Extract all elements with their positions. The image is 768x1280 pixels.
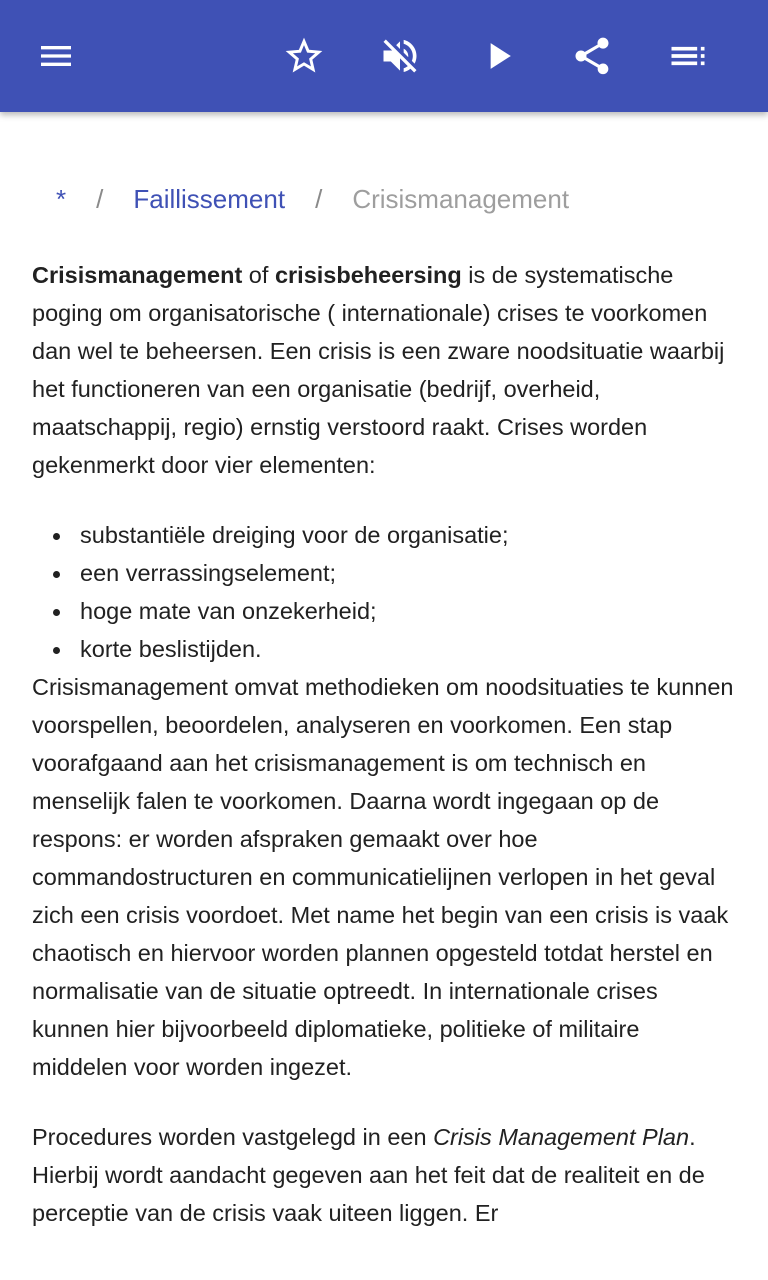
article-body <box>32 256 736 1232</box>
paragraph-methods: Crisismanagement omvat methodieken om noodsituaties te kunnen voorspellen, beoordelen, analyseren en voorkomen. Een stap voorafgaand aan het crisismanagement is om technisch en menselijk falen te voorkomen. Daarna wordt ingegaan op de respons: er worden afspraken gemaakt over hoe commandostructuren en communicatielijnen verlopen in het geval zich een crisis voordoet. Met name het begin van een crisis is vaak chaotisch en hiervoor worden plannen opgesteld totdat herstel en normalisatie van de situatie optreedt. In internationale crises kunnen hier bijvoorbeeld diplomatieke, politieke of militaire middelen voor worden ingezet. <box>32 674 734 1080</box>
list-item: korte beslistijden. <box>32 630 736 668</box>
breadcrumb <box>56 182 569 216</box>
crisis-management-plan-term: Crisis Management Plan <box>433 1124 690 1150</box>
breadcrumb-current: Crisismanagement <box>352 184 570 214</box>
favorite-button[interactable] <box>276 28 332 84</box>
intro-alt-term: crisisbeheersing <box>274 262 462 288</box>
content-area <box>0 112 768 1280</box>
play-button[interactable] <box>470 28 526 84</box>
intro-rest: is de systematische poging om organisatorische ( internationale) crises te voorkomen dan wel te beheersen. Een crisis is een zware noodsituatie waarbij het functioneren van een organisatie (bedrijf, overheid, maatschappij, regio) ernstig verstoord raakt. Crises worden gekenmerkt door vier elementen: <box>32 262 725 478</box>
paragraph3-rest: . Hierbij wordt aandacht gegeven aan het feit dat de realiteit en de perceptie van de crisis vaak uiteen liggen. Er <box>32 1124 705 1226</box>
star-outline-icon <box>282 34 326 78</box>
breadcrumb-parent-link[interactable]: Faillissement <box>133 184 286 214</box>
share-icon <box>570 34 614 78</box>
mute-button[interactable] <box>372 28 428 84</box>
intro-of: of <box>242 262 275 288</box>
app-bar <box>0 0 768 112</box>
breadcrumb-home-link[interactable]: * <box>56 184 67 214</box>
list-item: substantiële dreiging voor de organisatie; <box>32 516 736 554</box>
breadcrumb-separator: / <box>96 184 104 214</box>
list-item: een verrassingselement; <box>32 554 736 592</box>
toc-list-icon <box>666 34 710 78</box>
elements-list <box>32 516 736 668</box>
intro-term: Crisismanagement <box>32 262 243 288</box>
breadcrumb-separator: / <box>315 184 323 214</box>
volume-off-icon <box>378 34 422 78</box>
share-button[interactable] <box>564 28 620 84</box>
paragraph3-start: Procedures worden vastgelegd in een <box>32 1124 434 1150</box>
play-icon <box>476 34 520 78</box>
intro-paragraph <box>32 256 736 484</box>
list-item: hoge mate van onzekerheid; <box>32 592 736 630</box>
toc-button[interactable] <box>660 28 716 84</box>
paragraph-procedures <box>32 1118 736 1232</box>
menu-button[interactable] <box>28 28 84 84</box>
menu-icon <box>36 36 76 76</box>
